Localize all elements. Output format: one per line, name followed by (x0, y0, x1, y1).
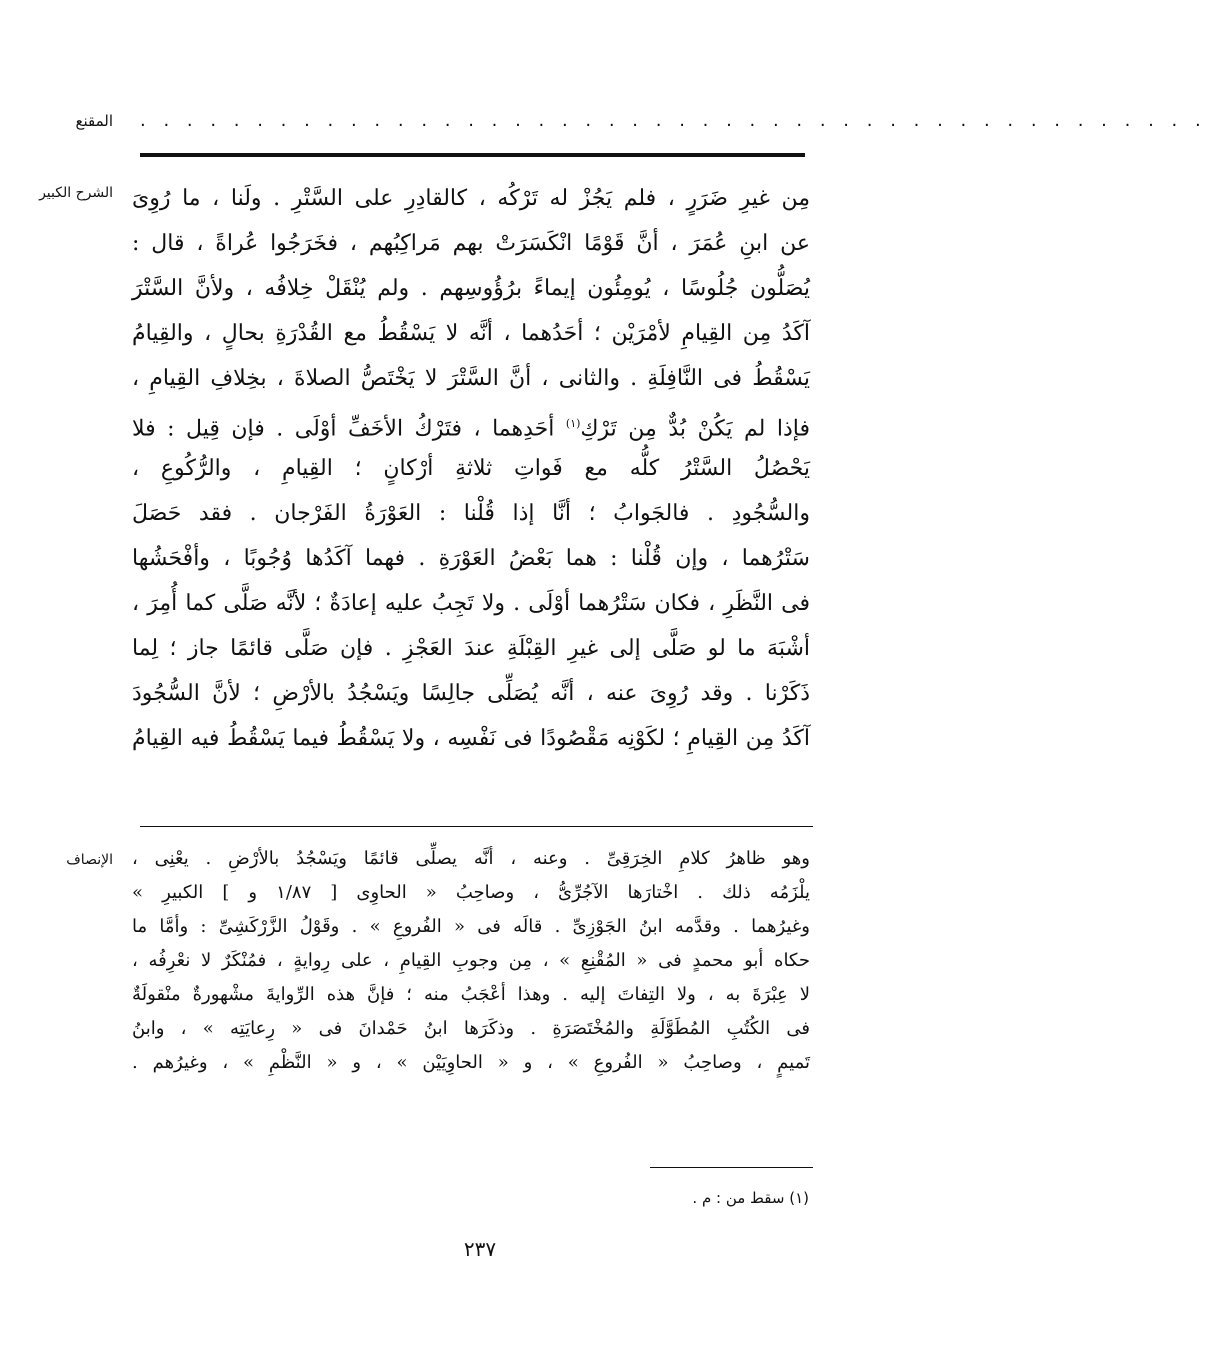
text-line: وغيرُهما . وقدَّمه ابنُ الجَوْزِىِّ . قالَه فى « الفُروعِ » . وقَوْلُ الزَّرْكَشِىِّ : وأمَّا ما (132, 916, 810, 937)
text-segment: أحَدِهما ، فتَرْكُ الأخَفِّ أوْلَى . فإن قِيل : فلا (132, 416, 566, 442)
page-number: ٢٣٧ (463, 1237, 497, 1261)
text-line: سَتْرُهما ، وإن قُلْنا : هما بَعْضُ العَوْرَةِ . فهما آكَدُها وُجُوبًا ، وأفْحَشُها (132, 546, 810, 571)
text-line: يَحْصُلُ السَّتْرُ كلُّه مع فَواتِ ثلاثةِ أرْكانٍ ؛ القِيامِ ، والرُّكُوعِ ، (132, 456, 810, 481)
footnote-rule (650, 1167, 813, 1168)
text-line: آكَدُ مِن القِيامِ لأمْرَيْن ؛ أحَدُهما ، أنَّه لا يَسْقُطُ مع القُدْرَةِ بحالٍ ، والقِيامُ (132, 321, 810, 346)
text-line: آكَدُ مِن القِيامِ ؛ لكَوْنِه مَقْصُودًا فى نَفْسِه ، ولا يَسْقُطُ فيما يَسْقُطُ فيه القِيامُ (132, 726, 810, 751)
text-line: عن ابنِ عُمَرَ ، أنَّ قَوْمًا انْكَسَرَتْ بهم مَراكِبُهم ، فخَرَجُوا عُراةً ، قال : (132, 231, 810, 256)
text-line: وهو ظاهرُ كلامِ الخِرَقِىِّ . وعنه ، أنَّه يصلِّى قائمًا ويَسْجُدُ بالأرْضِ . يعْنِى ، (132, 848, 810, 869)
text-line: يلْزَمُه ذلك . اخْتارَها الآجُرِّىُّ ، وصاحِبُ « الحاوِى [ ١/٨٧ و ] الكبيرِ » (132, 882, 810, 903)
text-line: حكاه أبو محمدٍ فى « المُقْنِعِ » ، مِن وجوبِ القِيامِ ، على رِوايةٍ ، فمُنْكَرٌ لا نعْرِفُه ، (132, 950, 810, 971)
text-line: فى الكُتُبِ المُطَوَّلَةِ والمُخْتَصَرَةِ . وذكَرَها ابنُ حَمْدانَ فى « رِعايَتِه » ، وابنُ (132, 1018, 810, 1039)
header-dotted-leader: . . . . . . . . . . . . . . . . . . . . . . . . . . . . . . . . . . . . . . . . . . . . . . (140, 110, 1207, 131)
section-label-insaf: الإنصاف (66, 852, 113, 868)
text-line: يَسْقُطُ فى النَّافِلَةِ . والثانى ، أنَّ السَّتْرَ لا يَخْتَصُّ الصلاةَ ، بخِلافِ القِيامِ ، (132, 366, 810, 391)
text-line: فى النَّظَرِ ، فكان سَتْرُهما أوْلَى . ولا تَجِبُ عليه إعادَةٌ ؛ لأنَّه صَلَّى كما أُمِرَ ، (132, 591, 810, 616)
sharh-text-block (132, 176, 810, 761)
section-label-sharh: الشرح الكبير (39, 185, 113, 201)
text-line-with-footnote (132, 401, 810, 446)
insaf-text-block (132, 842, 810, 1080)
text-segment: فإذا لم يَكُنْ بُدٌّ مِن تَرْكِ (580, 416, 811, 442)
text-line: تَميمٍ ، وصاحِبُ « الفُروعِ » ، و « الحاوِيَيْن » ، و « النَّظْمِ » ، وغيرُهم . (132, 1052, 810, 1073)
text-line: أشْبَهَ ما لو صَلَّى إلى غيرِ القِبْلَةِ عندَ العَجْزِ . فإن صَلَّى قائمًا جاز ؛ لِما (132, 636, 811, 661)
footnote-marker: (١) (565, 417, 581, 430)
text-line: والسُّجُودِ . فالجَوابُ ؛ أنَّا إذا قُلْنا : العَوْرَةُ الفَرْجان . فقد حَصَلَ (132, 501, 810, 526)
text-line: مِن غيرِ ضَرَرٍ ، فلم يَجُزْ له تَرْكُه ، كالقادِرِ على السَّتْرِ . ولَنا ، ما رُوِىَ (132, 186, 810, 211)
section-divider (140, 826, 813, 827)
running-header-title: المقنع (75, 112, 113, 130)
text-line: لا عِبْرَةَ به ، ولا التِفاتَ إليه . وهذا أعْجَبُ منه ؛ فإنَّ هذه الرِّوايةَ مشْهورةٌ منْقولَةٌ (132, 984, 810, 1005)
header-rule (140, 153, 805, 157)
text-line: ذَكَرْنا . وقد رُوِىَ عنه ، أنَّه يُصَلِّى جالِسًا ويَسْجُدُ بالأرْضِ ؛ لأنَّ السُّجُودَ (132, 681, 810, 706)
footnote: (١) سقط من : م . (692, 1189, 809, 1207)
text-line: يُصَلُّون جُلُوسًا ، يُومِئُون إيماءً برُؤُوسِهم . ولم يُنْقَلْ خِلافُه ، ولأنَّ السَّتْرَ (132, 276, 810, 301)
